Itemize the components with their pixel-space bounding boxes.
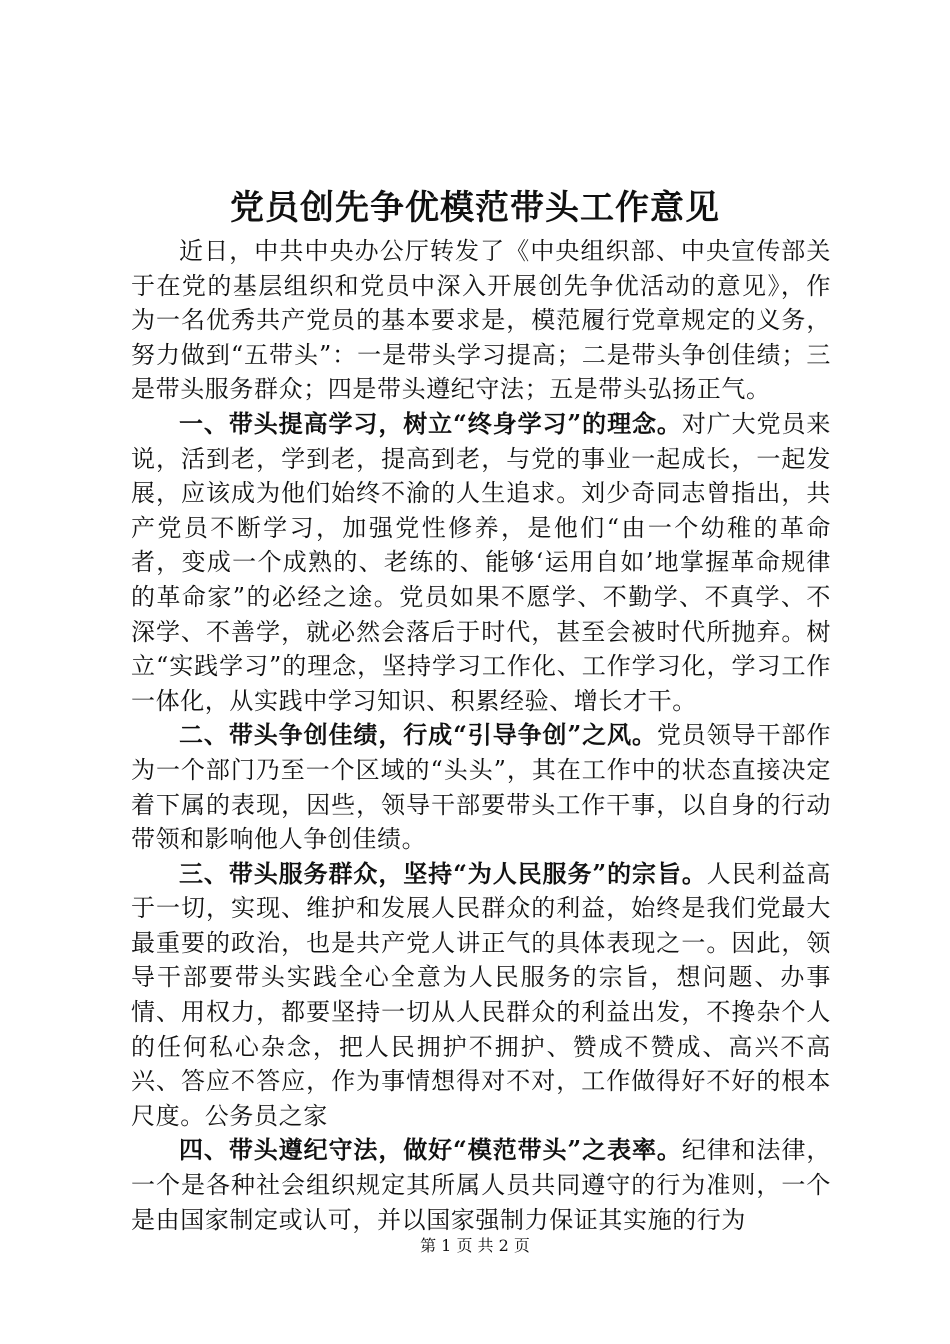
paragraph-heading: 四、带头遵纪守法，做好“模范带头”之表率。 bbox=[179, 1135, 682, 1165]
paragraph-heading: 二、带头争创佳绩，行成“引导争创”之风。 bbox=[179, 720, 657, 750]
paragraph-text: 党员领导干部作为一个部门乃至一个区域的“头头”，其在工作中的状态直接决定着下属的表现，因些，领导干部要带头工作干事，以自身的行动带领和影响他人争创佳绩。 bbox=[131, 721, 831, 854]
paragraph-text: 对广大党员来说，活到老，学到老，提高到老，与党的事业一起成长，一起发展，应该成为他们始终不渝的人生追求。刘少奇同志曾指出，共产党员不断学习，加强党性修养，是他们“由一个幼稚的革命者，变成一个成熟的、老练的、能够‘运用自如’地掌握革命规律的革命家”的必经之途。党员如果不愿学、不勤学、不真学、不深学、不善学，就必然会落后于时代，甚至会被时代所抛弃。树立“实践学习”的理念，坚持学习工作化、工作学习化，学习工作一体化，从实践中学习知识、积累经验、增长才干。 bbox=[131, 409, 831, 715]
paragraph-heading: 三、带头服务群众，坚持“为人民服务”的宗旨。 bbox=[179, 858, 707, 888]
intro-paragraph bbox=[131, 234, 831, 407]
paragraph-text: 近日，中共中央办公厅转发了《中央组织部、中央宣传部关于在党的基层组织和党员中深入开展创先争优活动的意见》，作为一名优秀共产党员的基本要求是，模范履行党章规定的义务，努力做到“五带头”：一是带头学习提高；二是带头争创佳绩；三是带头服务群众；四是带头遵纪守法；五是带头弘扬正气。 bbox=[131, 237, 831, 404]
paragraph-text: 纪律和法律，一个是各种社会组织规定其所属人员共同遵守的行为准则，一个是由国家制定或认可，并以国家强制力保证其实施的行为 bbox=[131, 1136, 831, 1234]
document-body bbox=[131, 234, 831, 1237]
section-4-paragraph bbox=[131, 1133, 831, 1237]
paragraph-text: 人民利益高于一切，实现、维护和发展人民群众的利益，始终是我们党最大最重要的政治，也是共产党人讲正气的具体表现之一。因此，领导干部要带头实践全心全意为人民服务的宗旨，想问题、办事情、用权力，都要坚持一切从人民群众的利益出发，不搀杂个人的任何私心杂念，把人民拥护不拥护、赞成不赞成、高兴不高兴、答应不答应，作为事情想得对不对，工作做得好不好的根本尺度。公务员之家 bbox=[131, 859, 832, 1130]
paragraph-heading: 一、带头提高学习，树立“终身学习”的理念。 bbox=[179, 408, 682, 438]
section-2-paragraph bbox=[131, 718, 831, 856]
section-3-paragraph bbox=[131, 857, 831, 1134]
page-footer: 第 1 页 共 2 页 bbox=[420, 1236, 530, 1255]
page-title: 党员创先争优模范带头工作意见 bbox=[230, 188, 720, 228]
section-1-paragraph bbox=[131, 407, 831, 718]
